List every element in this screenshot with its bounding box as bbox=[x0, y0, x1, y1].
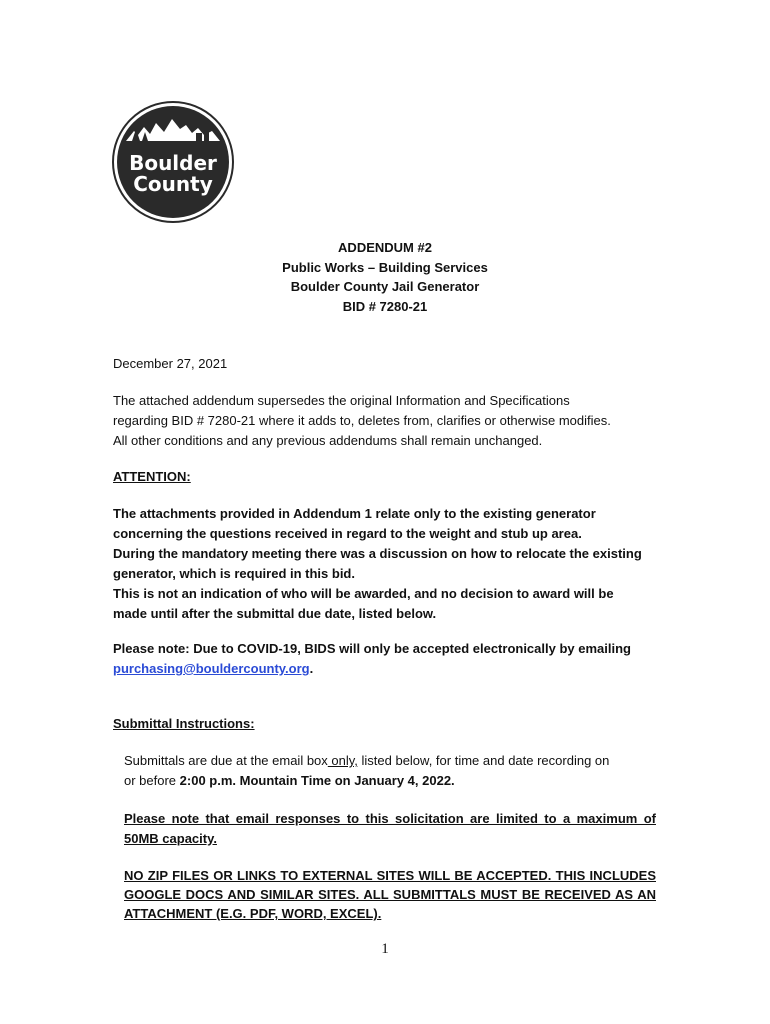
submittal-only: only, bbox=[327, 753, 358, 768]
intro-line: The attached addendum supersedes the original Information and Specifications bbox=[113, 393, 570, 408]
attachments-paragraph bbox=[113, 504, 653, 624]
boulder-county-logo bbox=[112, 101, 234, 223]
logo-word-2: County bbox=[133, 172, 213, 196]
department-name: Public Works – Building Services bbox=[282, 259, 488, 275]
addendum-header bbox=[0, 238, 770, 316]
attachments-line: This is not an indication of who will be awarded, and no decision to award will be bbox=[113, 586, 614, 601]
addendum-number: ADDENDUM #2 bbox=[338, 240, 432, 255]
submittal-text: listed below, for time and date recording on bbox=[357, 753, 610, 768]
intro-paragraph bbox=[113, 391, 653, 451]
project-name: Boulder County Jail Generator bbox=[290, 279, 480, 294]
attachments-line: generator, which is required in this bid. bbox=[113, 566, 355, 581]
submittal-text: Submittals are due at the email box bbox=[124, 753, 328, 768]
purchasing-email-link[interactable]: purchasing@bouldercounty.org bbox=[113, 661, 310, 676]
covid-note bbox=[113, 639, 653, 679]
submittal-heading: Submittal Instructions: bbox=[113, 716, 255, 731]
submittal-deadline: 2:00 p.m. Mountain Time on January 4, 2022. bbox=[179, 773, 455, 788]
attachments-line: The attachments provided in Addendum 1 relate only to the existing generator bbox=[113, 506, 596, 521]
note-period: . bbox=[309, 661, 314, 676]
bid-number: BID # 7280-21 bbox=[342, 298, 428, 314]
covid-note-text: Please note: Due to COVID-19, BIDS will only be accepted electronically by emailing bbox=[113, 641, 631, 656]
attention-heading: ATTENTION: bbox=[113, 469, 191, 484]
page-number: 1 bbox=[381, 941, 389, 957]
intro-line: All other conditions and any previous addendums shall remain unchanged. bbox=[113, 433, 543, 448]
no-zip-notice: NO ZIP FILES OR LINKS TO EXTERNAL SITES WILL BE ACCEPTED. THIS INCLUDES GOOGLE DOCS AND SIMILAR SITES. ALL SUBMITTALS MUST BE RECEIVED AS AN ATTACHMENT (E.G. PDF, WORD, EXCEL). bbox=[124, 868, 656, 921]
logo-word-1: Boulder bbox=[129, 151, 217, 175]
attachments-line: During the mandatory meeting there was a discussion on how to relocate the existing bbox=[113, 546, 642, 561]
document-date: December 27, 2021 bbox=[113, 356, 228, 371]
size-limit-notice: Please note that email responses to this solicitation are limited to a maximum of 50MB capacity. bbox=[124, 811, 656, 846]
attachments-line: concerning the questions received in regard to the weight and stub up area. bbox=[113, 526, 582, 541]
intro-line: regarding BID # 7280-21 where it adds to, deletes from, clarifies or otherwise modifies. bbox=[113, 413, 611, 428]
attachments-line: made until after the submittal due date, listed below. bbox=[113, 606, 437, 621]
submittal-deadline-paragraph bbox=[124, 751, 656, 791]
submittal-text: or before bbox=[124, 773, 180, 788]
